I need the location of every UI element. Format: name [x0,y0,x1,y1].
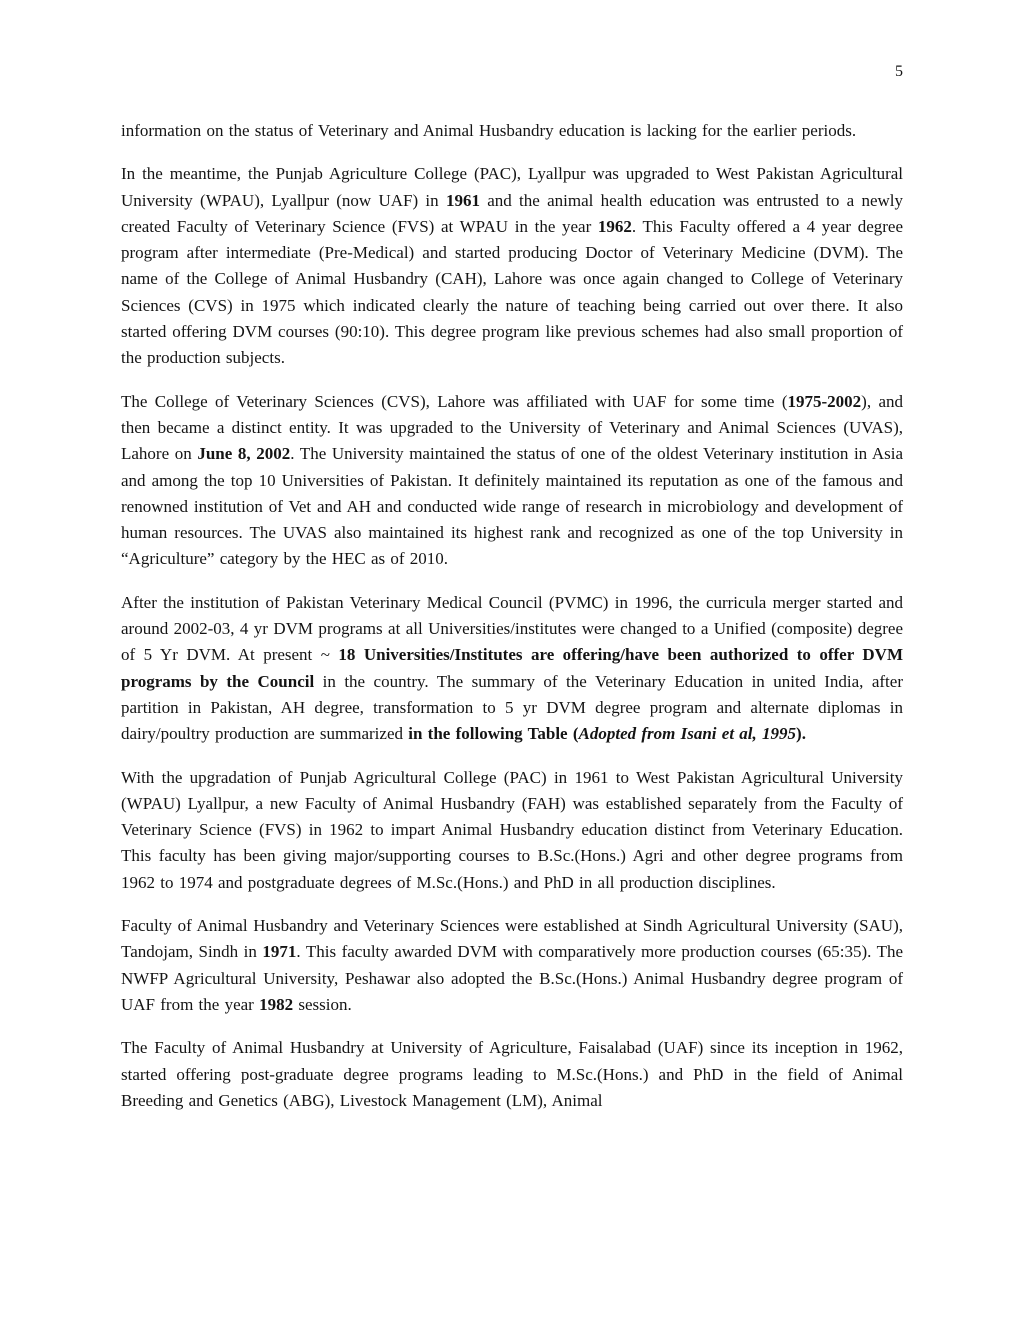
page-number: 5 [895,63,903,80]
text-run: ), and then became a distinct entity. It was upgraded to the University of Veterinary and Animal Sciences (UVAS), Lahore on [121,391,903,464]
text-run: . This Faculty offered a 4 year degree program after intermediate (Pre-Medical) and started producing Doctor of Veterinary Medicine (DVM). The name of the College of Animal Husbandry (CAH), Lahore was once again changed to College of Veterinary Sciences (CVS) in 1975 which indicated clearly the nature of teaching being carried out over there. It also started offering DVM courses (90:10). This degree program like previous schemes had also small proportion of the production subjects. [121,216,903,368]
text-run: and the animal health education was entrusted to a newly created Faculty of Veterinary Science (FVS) at WPAU in the year [121,190,904,236]
document-body [121,118,903,1131]
text-run: in the following Table ( [408,724,579,744]
paragraph [121,590,903,748]
paragraph [121,161,903,371]
text-run: June 8, 2002 [197,444,291,464]
text-run: 1975-2002 [787,391,862,411]
text-run: 1982 [259,994,294,1014]
text-run: The Faculty of Animal Husbandry at University of Agriculture, Faisalabad (UAF) since its inception in 1962, started offering post-graduate degree programs leading to M.Sc.(Hons.) and PhD in the field of Animal Breeding and Genetics (ABG), Livestock Management (LM), Animal [121,1038,903,1110]
text-run: After the institution of Pakistan Veterinary Medical Council (PVMC) in 1996, the curricula merger started and around 2002-03, 4 yr DVM programs at all Universities/institutes were changed to a Unified (composite) degree of 5 Yr DVM. At present ~ [121,592,903,665]
paragraph [121,1035,903,1114]
text-run: In the meantime, the Punjab Agriculture College (PAC), Lyallpur was upgraded to West Pakistan Agricultural University (WPAU), Lyallpur (now UAF) in [121,164,903,210]
text-run: 1971 [262,942,297,962]
paragraph [121,765,903,896]
text-run: session. [293,994,352,1014]
text-run: information on the status of Veterinary and Animal Husbandry education is lacking for the earlier periods. [121,121,857,140]
text-run: 18 Universities/Institutes are offering/have been authorized to offer DVM programs by the Council [121,645,903,691]
text-run: With the upgradation of Punjab Agricultural College (PAC) in 1961 to West Pakistan Agricultural University (WPAU) Lyallpur, a new Faculty of Animal Husbandry (FAH) was established separately from the Faculty of Veterinary Science (FVS) in 1962 to impart Animal Husbandry education distinct from Veterinary Education. This faculty has been giving major/supporting courses to B.Sc.(Hons.) Agri and other degree programs from 1962 to 1974 and postgraduate degrees of M.Sc.(Hons.) and PhD in all production disciplines. [121,767,903,892]
text-run: 1962 [597,216,632,236]
paragraph [121,913,903,1018]
paragraph [121,389,903,573]
text-run: . The University maintained the status of one of the oldest Veterinary institution in Asia and among the top 10 Universities of Pakistan. It definitely maintained its reputation as one of the famous and renowned institution of Vet and AH and conducted wide range of research in microbiology and development of human resources. The UVAS also maintained its highest rank and recognized as one of the top University in “Agriculture” category by the HEC as of 2010. [121,444,903,569]
text-run: The College of Veterinary Sciences (CVS), Lahore was affiliated with UAF for some time ( [121,391,788,411]
text-run: Adopted from Isani et al, 1995 [578,724,797,744]
text-run: . This faculty awarded DVM with comparatively more production courses (65:35). The NWFP Agricultural University, Peshawar also adopted the B.Sc.(Hons.) Animal Husbandry degree program of UAF from the year [121,942,903,1014]
text-run: Faculty of Animal Husbandry and Veterinary Sciences were established at Sindh Agricultural University (SAU), Tandojam, Sindh in [121,916,903,962]
paragraph [121,118,903,144]
text-run: in the country. The summary of the Veterinary Education in united India, after partition in Pakistan, AH degree, transformation to 5 yr DVM degree program and alternate diplomas in dairy/poultry production are summarized [121,671,903,744]
text-run: 1961 [445,190,480,210]
text-run: ). [796,724,806,744]
